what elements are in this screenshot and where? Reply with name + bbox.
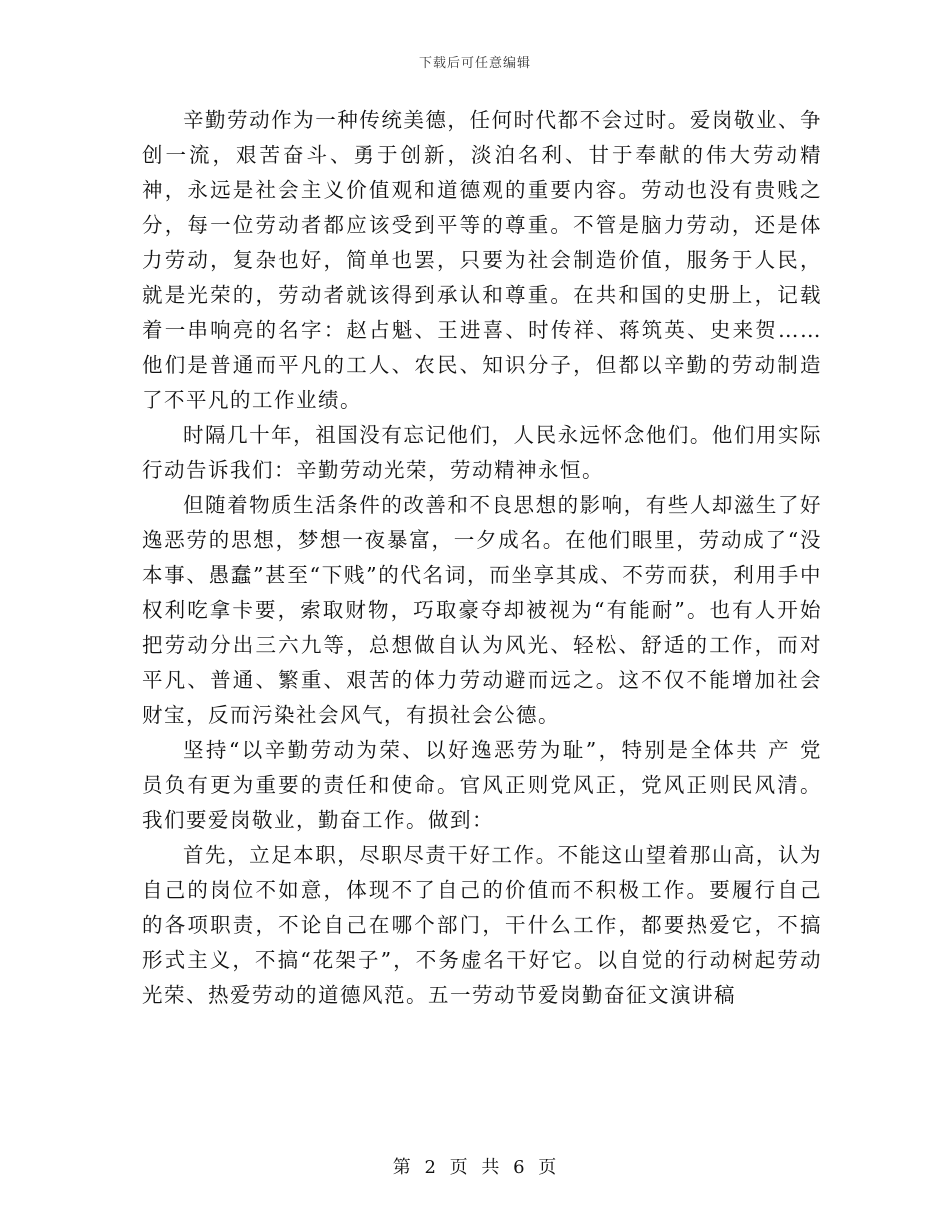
page-footer: 第 2 页 共 6 页 bbox=[392, 1157, 558, 1178]
paragraph-4: 坚持“以辛勤劳动为荣、以好逸恶劳为耻”，特别是全体共 产 党 员负有更为重要的责任和使命。官风正则党风正，党风正则民风清。我们要爱岗敬业，勤奋工作。做到： bbox=[142, 738, 822, 832]
paragraph-2: 时隔几十年，祖国没有忘记他们，人民永远怀念他们。他们用实际行动告诉我们：辛勤劳动光荣，劳动精神永恒。 bbox=[142, 423, 822, 482]
page-header: 下载后可任意编辑 bbox=[418, 56, 531, 71]
paragraph-3: 但随着物质生活条件的改善和不良思想的影响，有些人却滋生了好逸恶劳的思想，梦想一夜暴富，一夕成名。在他们眼里，劳动成了“没本事、愚蠢”甚至“下贱”的代名词，而坐享其成、不劳而获，利用手中权利吃拿卡要，索取财物，巧取豪夺却被视为“有能耐”。也有人开始把劳动分出三六九等，总想做自认为风光、轻松、舒适的工作，而对平凡、普通、繁重、艰苦的体力劳动避而远之。这不仅不能增加社会财宝，反而污染社会风气，有损社会公德。 bbox=[142, 493, 822, 727]
document-body bbox=[142, 103, 822, 1013]
paragraph-1: 辛勤劳动作为一种传统美德，任何时代都不会过时。爱岗敬业、争创一流，艰苦奋斗、勇于创新，淡泊名利、甘于奉献的伟大劳动精神，永远是社会主义价值观和道德观的重要内容。劳动也没有贵贱之分，每一位劳动者都应该受到平等的尊重。不管是脑力劳动，还是体力劳动，复杂也好，简单也罢，只要为社会制造价值，服务于人民，就是光荣的，劳动者就该得到承认和尊重。在共和国的史册上，记载着一串响亮的名字：赵占魁、王进喜、时传祥、蒋筑英、史来贺……他们是普通而平凡的工人、农民、知识分子，但都以辛勤的劳动制造了不平凡的工作业绩。 bbox=[142, 108, 822, 412]
paragraph-5: 首先，立足本职，尽职尽责干好工作。不能这山望着那山高，认为自己的岗位不如意，体现不了自己的价值而不积极工作。要履行自己的各项职责，不论自己在哪个部门，干什么工作，都要热爱它，不搞形式主义，不搞“花架子”，不务虚名干好它。以自觉的行动树起劳动光荣、热爱劳动的道德风范。五一劳动节爱岗勤奋征文演讲稿 bbox=[142, 843, 822, 1007]
